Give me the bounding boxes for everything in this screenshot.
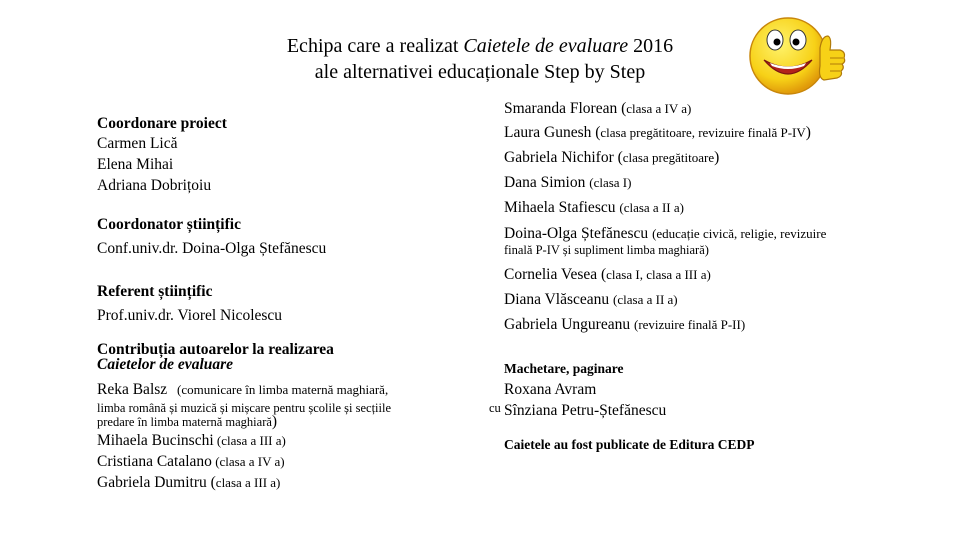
thumbs-up-smiley-icon <box>742 8 850 104</box>
layout-name-1: Roxana Avram <box>504 381 597 398</box>
coord-name-3: Adriana Dobrițoiu <box>97 177 212 194</box>
author-right-9-note: (revizuire finală P-II) <box>633 317 746 332</box>
author-right-6-note: (educație civică, religie, revizuire <box>652 226 827 241</box>
layout-heading: Machetare, paginare <box>504 361 624 376</box>
author-right-3 <box>504 148 719 168</box>
author-right-8-note: (clasa a II a) <box>613 292 678 307</box>
published-note: Caietele au fost publicate de Editura CEDP <box>504 437 755 452</box>
author-right-8 <box>504 290 678 310</box>
author-reka <box>97 380 388 400</box>
author-right-3-close: ) <box>714 149 720 166</box>
coord-name-2: Elena Mihai <box>97 156 174 173</box>
author-left-2-note: (clasa a IV a) <box>211 454 285 469</box>
author-right-5 <box>504 198 684 218</box>
author-right-3-note: clasa pregătitoare <box>622 150 715 165</box>
author-reka-name: Reka Balsz <box>97 381 168 398</box>
author-left-1 <box>97 431 286 451</box>
title-prefix: Echipa care a realizat <box>286 35 464 57</box>
author-right-5-note: (clasa a II a) <box>619 200 684 215</box>
author-right-1-name: Smaranda Florean ( <box>504 100 627 117</box>
author-right-8-name: Diana Vlăsceanu <box>504 291 614 308</box>
author-left-1-note: (clasa a III a) <box>213 433 286 448</box>
author-left-2 <box>97 452 285 472</box>
contrib-heading: Contribuția autoarelor la realizarea <box>97 341 334 358</box>
author-reka-note-1: (comunicare în limba maternă maghiară, <box>177 382 389 397</box>
author-reka-note-2: limba română și muzică și mișcare pentru școlile și secțiile <box>97 401 392 415</box>
author-right-7-note: clasa I, clasa a III a) <box>606 267 711 282</box>
author-right-2-name: Laura Gunesh ( <box>504 124 601 141</box>
author-right-2-close: ) <box>805 124 811 141</box>
author-left-3-note: clasa a III a) <box>215 475 281 490</box>
author-reka-note-3 <box>97 415 277 429</box>
sci-name: Conf.univ.dr. Doina-Olga Ștefănescu <box>97 240 327 257</box>
author-left-2-name: Cristiana Catalano <box>97 453 212 470</box>
author-left-3 <box>97 473 280 493</box>
author-right-7 <box>504 265 711 285</box>
author-right-2 <box>504 123 811 143</box>
coord-name-1: Carmen Lică <box>97 135 178 152</box>
author-left-3-name: Gabriela Dumitru ( <box>97 474 216 491</box>
coord-heading: Coordonare proiect <box>97 115 227 132</box>
author-left-1-name: Mihaela Bucinschi <box>97 432 214 449</box>
title-italic: Caietele de evaluare <box>463 35 629 57</box>
author-right-6-name: Doina-Olga Ștefănescu <box>504 225 653 242</box>
author-right-9-name: Gabriela Ungureanu <box>504 316 634 333</box>
contrib-heading-italic: Caietelor de evaluare <box>97 356 234 373</box>
author-right-6 <box>504 224 826 244</box>
sci-heading: Coordonator științific <box>97 216 241 233</box>
author-reka-close: ) <box>271 413 278 430</box>
author-right-3-name: Gabriela Nichifor ( <box>504 149 623 166</box>
author-reka-note-3-text: predare în limba maternă maghiară <box>97 415 272 429</box>
title-suffix: 2016 <box>628 35 674 57</box>
author-right-4-note: (clasa I) <box>589 175 632 190</box>
author-right-9 <box>504 315 745 335</box>
author-right-1 <box>504 99 691 119</box>
author-right-4 <box>504 173 631 193</box>
author-right-1-note: clasa a IV a) <box>626 101 692 116</box>
author-right-7-name: Cornelia Vesea ( <box>504 266 607 283</box>
author-right-2-note: clasa pregătitoare, revizuire finală P-IV <box>600 125 806 140</box>
title-line2: ale alternativei educaționale Step by Step <box>314 61 646 83</box>
author-right-5-name: Mihaela Stafiescu <box>504 199 620 216</box>
ref-heading: Referent științific <box>97 283 213 300</box>
ref-name: Prof.univ.dr. Viorel Nicolescu <box>97 307 283 324</box>
layout-name-2: Sînziana Petru-Ștefănescu <box>504 402 667 419</box>
author-reka-note-cu: cu <box>489 401 501 415</box>
author-right-4-name: Dana Simion <box>504 174 590 191</box>
author-right-6-note-2: finală P-IV și supliment limba maghiară) <box>504 243 709 257</box>
